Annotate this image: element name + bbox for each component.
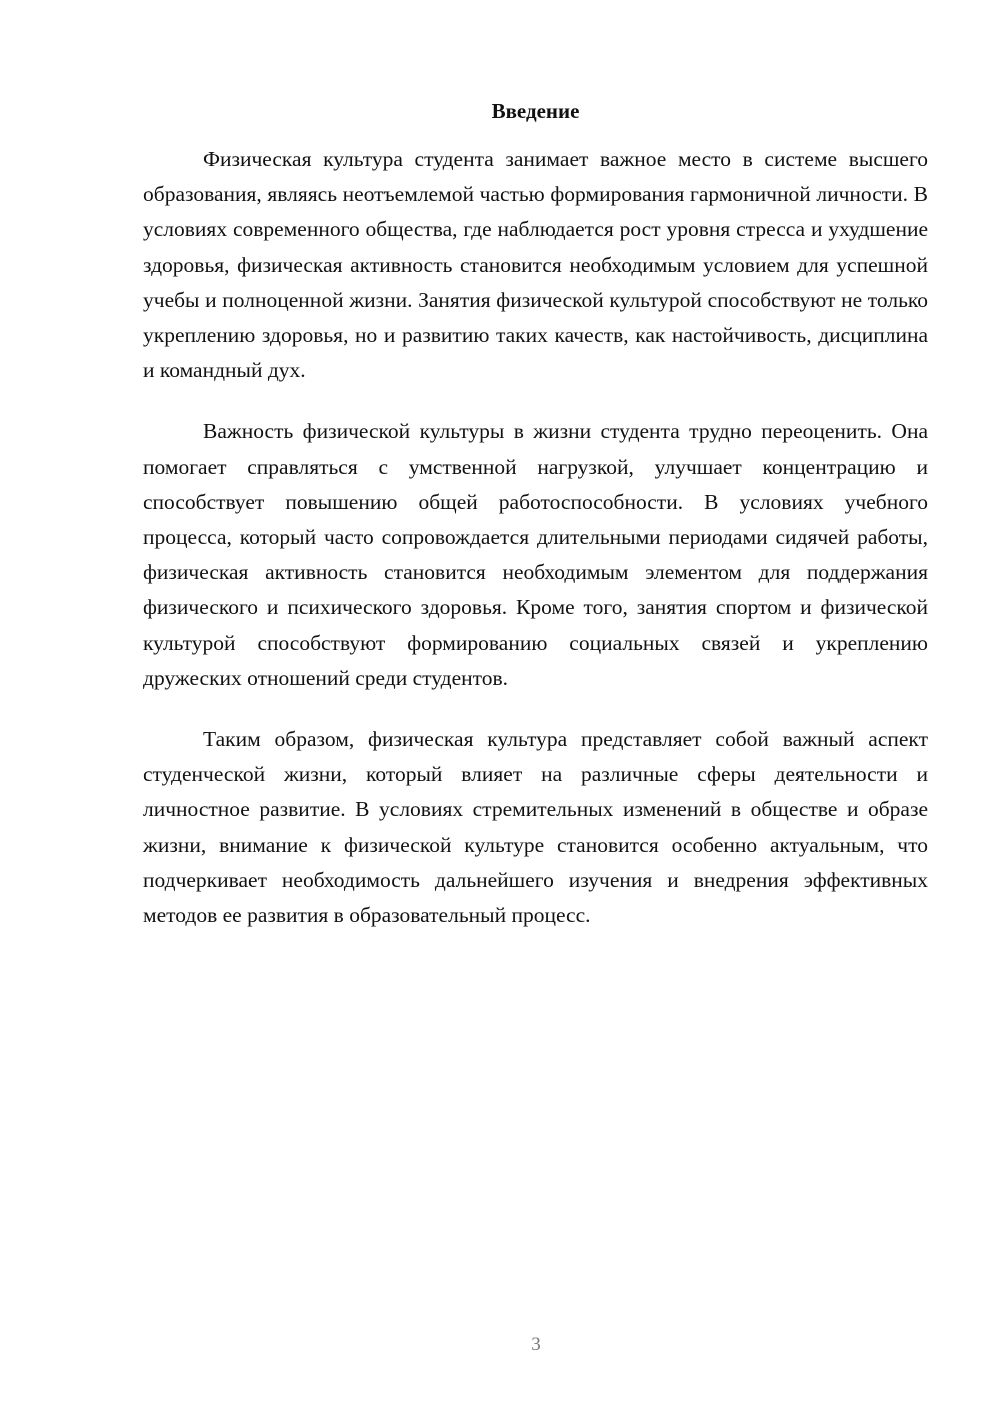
body-text (143, 142, 928, 959)
paragraph-2: Важность физической культуры в жизни студента трудно переоценить. Она помогает справляться с умственной нагрузкой, улучшает концентрацию и способствует повышению общей работоспособности. В условиях учебного процесса, который часто сопровождается длительными периодами сидячей работы, физическая активность становится необходимым элементом для поддержания физического и психического здоровья. Кроме того, занятия спортом и физической культурой способствуют формированию социальных связей и укреплению дружеских отношений среди студентов. (143, 419, 928, 690)
paragraph-3: Таким образом, физическая культура представляет собой важный аспект студенческой жизни, который влияет на различные сферы деятельности и личностное развитие. В условиях стремительных изменений в обществе и образе жизни, внимание к физической культуре становится особенно актуальным, что подчеркивает необходимость дальнейшего изучения и внедрения эффективных методов ее развития в образовательный процесс. (143, 727, 928, 928)
page-number: 3 (531, 1334, 541, 1355)
page-title: Введение (491, 99, 580, 123)
paragraph-1: Физическая культура студента занимает важное место в системе высшего образования, являясь неотъемлемой частью формирования гармоничной личности. В условиях современного общества, где наблюдается рост уровня стресса и ухудшение здоровья, физическая активность становится необходимым условием для успешной учебы и полноценной жизни. Занятия физической культурой способствуют не только укреплению здоровья, но и развитию таких качеств, как настойчивость, дисциплина и командный дух. (143, 147, 928, 383)
